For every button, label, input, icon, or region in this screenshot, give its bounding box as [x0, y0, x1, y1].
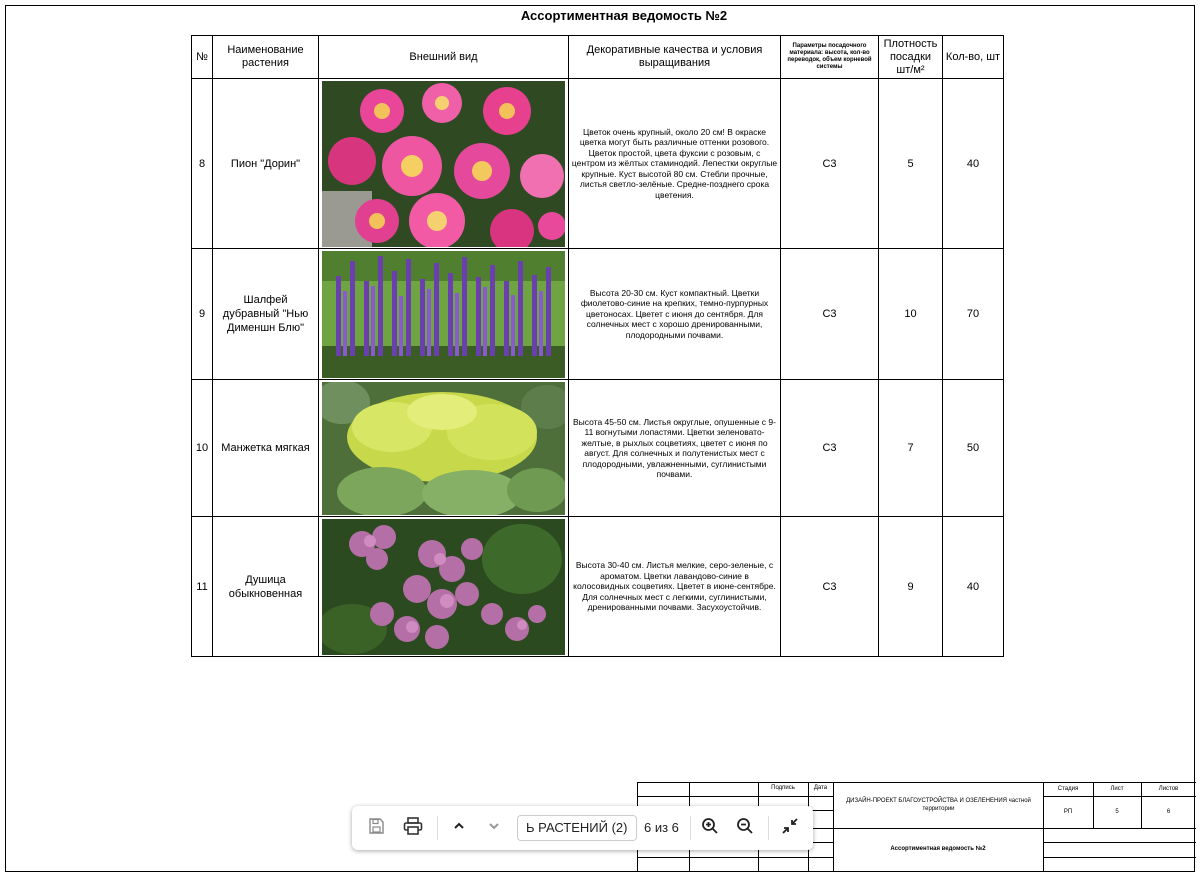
stamp-sheets-value: 6: [1166, 809, 1171, 815]
planting-density: 9: [879, 517, 943, 657]
plant-name: Пион "Дорин": [213, 79, 319, 249]
oregano-photo: [322, 519, 565, 655]
stamp-project-title: ДИЗАЙН-ПРОЕКТ БЛАГОУСТРОЙСТВА И ОЗЕЛЕНЕНИЯ частной территории: [846, 798, 1031, 812]
plant-description: Высота 20-30 см. Куст компактный. Цветки фиолетово-синие на крепких, темно-пурпурных цветоносах. Цветет с июня до сентября. Для солнечных мест с хорошо дренированными, плодородными почвами.: [569, 249, 781, 380]
row-num: 9: [192, 249, 213, 380]
salvia-photo: [322, 251, 565, 378]
pdf-toolbar: [352, 806, 813, 850]
header-name: Наименование растения: [213, 36, 319, 79]
alchemilla-photo: [322, 382, 565, 515]
header-qty: Кол-во, шт: [943, 36, 1004, 79]
stamp-stage-label: Стадия: [1057, 786, 1079, 792]
zoom-in-icon: [701, 817, 719, 840]
table-row: [192, 517, 1004, 657]
save-button[interactable]: [364, 816, 388, 840]
zoom-out-icon: [736, 817, 754, 840]
header-image: Внешний вид: [319, 36, 569, 79]
plant-quantity: 50: [943, 380, 1004, 517]
plant-description: Высота 30-40 см. Листья мелкие, серо-зеленые, с ароматом. Цветки лавандово-синие в колосовидных соцветиях. Цветет в июне-сентябре. Для солнечных мест с легкими, суглинистыми, дренированными почвами. Засухоустойчив.: [569, 517, 781, 657]
row-num: 8: [192, 79, 213, 249]
document-title: Ассортиментная ведомость №2: [520, 8, 728, 23]
stamp-stage-value: РП: [1063, 809, 1073, 815]
plant-quantity: 40: [943, 517, 1004, 657]
planting-params: С3: [781, 517, 879, 657]
assortment-table: [191, 35, 1004, 657]
planting-density: 7: [879, 380, 943, 517]
planting-params: С3: [781, 249, 879, 380]
planting-params: С3: [781, 79, 879, 249]
planting-density: 10: [879, 249, 943, 380]
table-row: [192, 79, 1004, 249]
next-page-button[interactable]: [482, 816, 506, 840]
exit-fullscreen-button[interactable]: [778, 816, 802, 840]
plant-quantity: 40: [943, 79, 1004, 249]
peony-photo: [322, 81, 565, 247]
stamp-signature-label: Подпись: [771, 785, 795, 791]
stamp-sheets-label: Листов: [1158, 786, 1179, 792]
collapse-icon: [781, 817, 799, 840]
search-input[interactable]: Ь РАСТЕНИЙ (2): [517, 815, 637, 841]
plant-name: Шалфей дубравный "Нью Дименшн Блю": [213, 249, 319, 380]
print-icon: [403, 817, 423, 840]
plant-name: Душица обыкновенная: [213, 517, 319, 657]
chevron-up-icon: [452, 819, 466, 838]
plant-name: Манжетка мягкая: [213, 380, 319, 517]
header-description: Декоративные качества и условия выращивания: [569, 36, 781, 79]
plant-description: Высота 45-50 см. Листья округлые, опушенные с 9-11 вогнутыми лопастями. Цветки зеленовато-желтые, в рыхлых соцветиях, цветет с июня по август. Для солнечных и полутенистых мест с плодородными, увлажненными, суглинистыми почвами.: [569, 380, 781, 517]
planting-density: 5: [879, 79, 943, 249]
chevron-down-icon: [487, 819, 501, 838]
table-row: [192, 380, 1004, 517]
row-num: 11: [192, 517, 213, 657]
save-icon: [367, 817, 385, 840]
stamp-sheet-value: 5: [1115, 809, 1119, 815]
previous-page-button[interactable]: [447, 816, 471, 840]
plant-quantity: 70: [943, 249, 1004, 380]
stamp-sheet-title: Ассортиментная ведомость №2: [890, 846, 986, 852]
row-num: 10: [192, 380, 213, 517]
header-num: №: [192, 36, 213, 79]
zoom-out-button[interactable]: [733, 816, 757, 840]
print-button[interactable]: [401, 816, 425, 840]
header-params: Параметры посадочного материала: высота, кол-во переводок, объем корневой системы: [781, 36, 879, 79]
stamp-date-label: Дата: [813, 785, 828, 791]
stamp-sheet-label: Лист: [1110, 786, 1124, 792]
planting-params: С3: [781, 380, 879, 517]
table-header-row: [192, 36, 1004, 79]
zoom-in-button[interactable]: [698, 816, 722, 840]
table-row: [192, 249, 1004, 380]
header-density: Плотность посадки шт/м²: [879, 36, 943, 79]
page-indicator: 6 из 6: [644, 820, 679, 835]
plant-description: Цветок очень крупный, около 20 см! В окраске цветка могут быть различные оттенки розового. Цветок простой, цвета фуксии с розовым, с центром из жёлтых стаминодий. Лепестки округлые крупные. Куст высотой 80 см. Стебли прочные, листья светло-зелёные. Средне-позднего срока цветения.: [569, 79, 781, 249]
